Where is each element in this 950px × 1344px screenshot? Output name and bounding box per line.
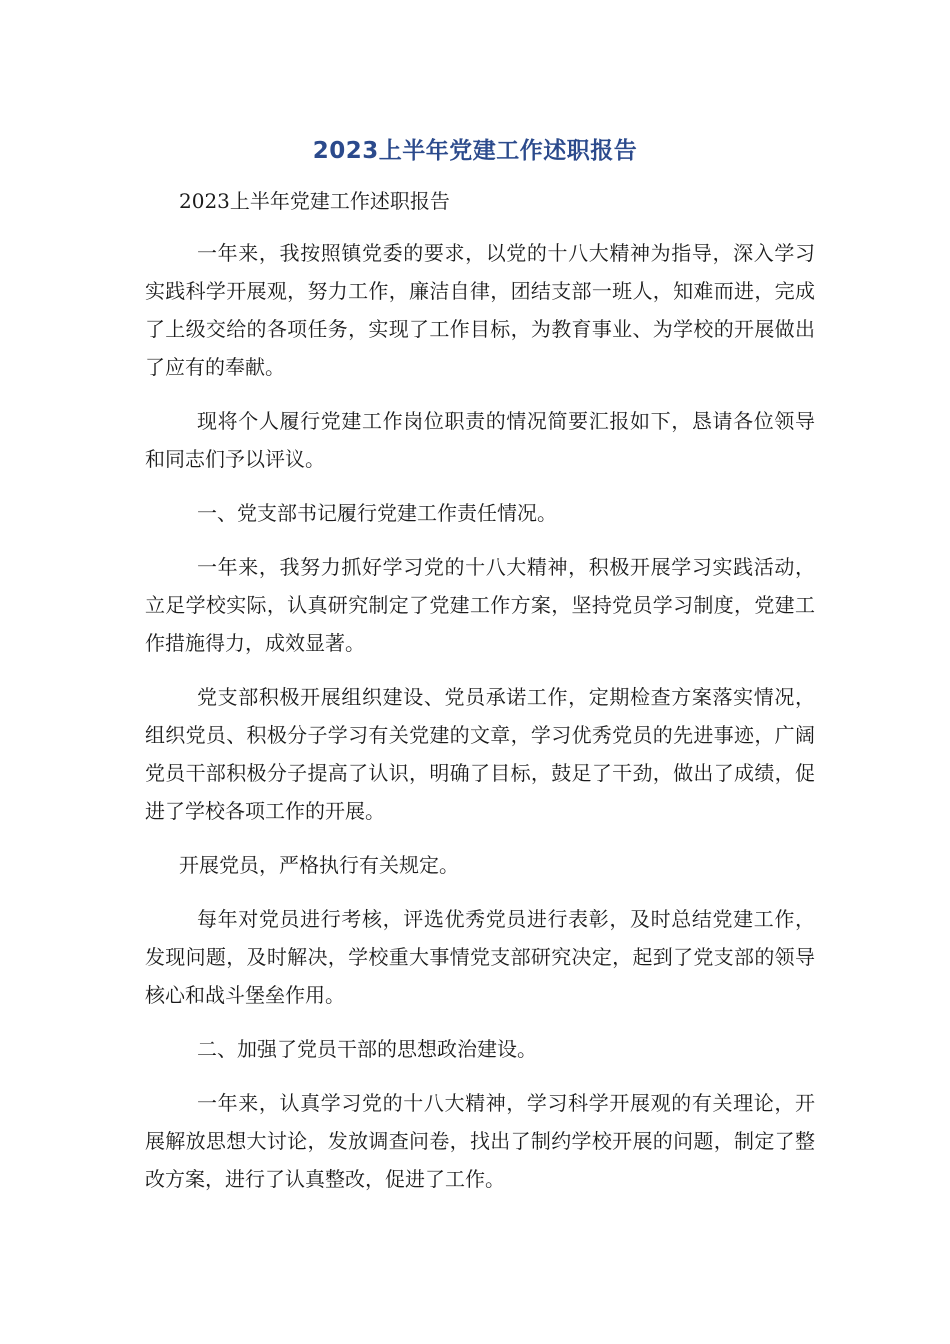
paragraph-assessment: 每年对党员进行考核，评选优秀党员进行表彰，及时总结党建工作，发现问题，及时解决，学校重大事情党支部研究决定，起到了党支部的领导核心和战斗堡垒作用。 [145,907,815,1007]
section-heading-1: 一、党支部书记履行党建工作责任情况。 [197,501,557,525]
section-heading-2: 二、加强了党员干部的思想政治建设。 [197,1037,537,1061]
paragraph-develop-members: 开展党员，严格执行有关规定。 [179,853,459,877]
document-body [145,182,815,1214]
paragraph-ideology: 一年来，认真学习党的十八大精神，学习科学开展观的有关理论，开展解放思想大讨论，发放调查问卷，找出了制约学校开展的问题，制定了整改方案，进行了认真整改，促进了工作。 [145,1091,815,1191]
document-subtitle: 2023上半年党建工作述职报告 [179,189,450,213]
paragraph-organization: 党支部积极开展组织建设、党员承诺工作，定期检查方案落实情况，组织党员、积极分子学习有关党建的文章，学习优秀党员的先进事迹，广阔党员干部积极分子提高了认识，明确了目标，鼓足了干劲，做出了成绩，促进了学校各项工作的开展。 [145,685,815,823]
paragraph-study: 一年来，我努力抓好学习党的十八大精神，积极开展学习实践活动，立足学校实际，认真研究制定了党建工作方案，坚持党员学习制度，党建工作措施得力，成效显著。 [145,555,815,655]
paragraph-intro: 一年来，我按照镇党委的要求，以党的十八大精神为指导，深入学习实践科学开展观，努力工作，廉洁自律，团结支部一班人，知难而进，完成了上级交给的各项任务，实现了工作目标，为教育事业、为学校的开展做出了应有的奉献。 [145,241,815,379]
paragraph-report-request: 现将个人履行党建工作岗位职责的情况简要汇报如下，恳请各位领导和同志们予以评议。 [145,409,815,471]
document-title: 2023上半年党建工作述职报告 [312,138,638,164]
